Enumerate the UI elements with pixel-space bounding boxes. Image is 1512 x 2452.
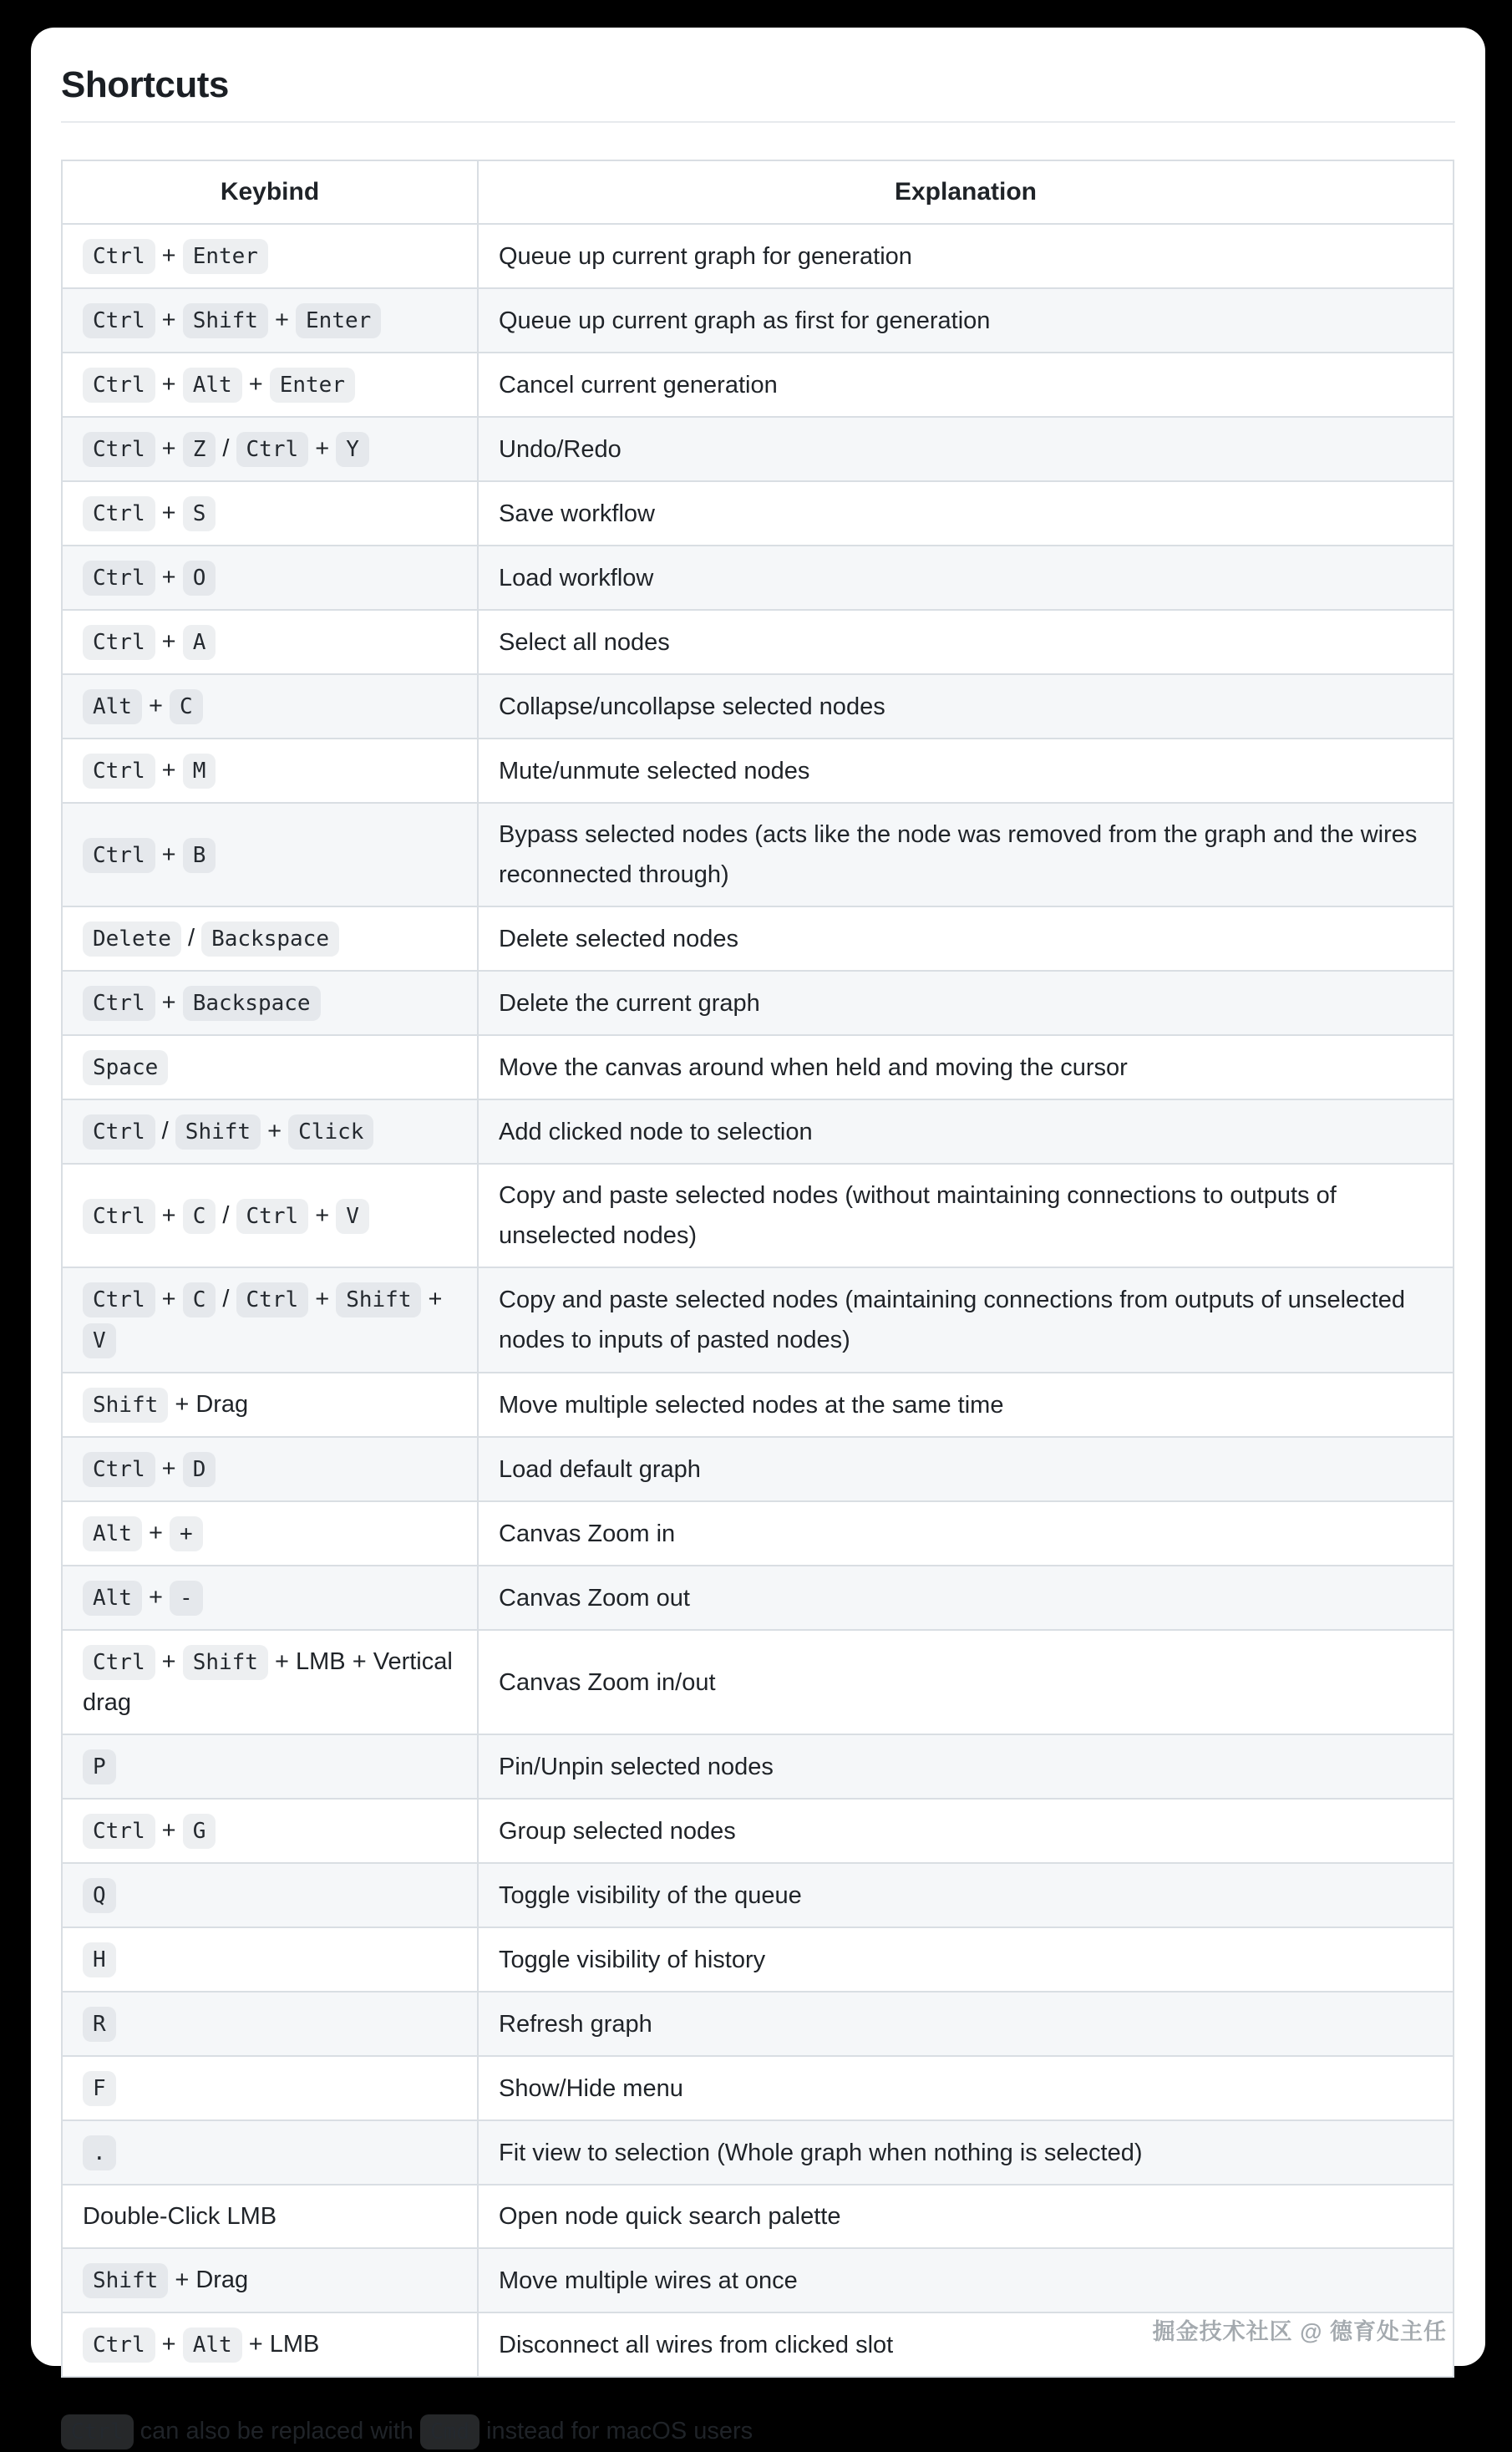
keybind-cell: Ctrl / Shift + Click — [62, 1099, 478, 1164]
key-chip: Ctrl — [83, 986, 155, 1021]
key-chip: Shift — [175, 1114, 261, 1150]
keybind-cell: Ctrl + Enter — [62, 224, 478, 288]
explanation-cell: Load workflow — [478, 546, 1454, 610]
key-chip: Enter — [270, 368, 355, 403]
key-chip: Ctrl — [83, 625, 155, 660]
key-chip: Shift — [83, 2263, 168, 2298]
table-row — [62, 1927, 1454, 1992]
key-chip: Ctrl — [83, 1452, 155, 1487]
keybind-cell — [62, 1035, 478, 1099]
keybind-cell: Ctrl + B — [62, 803, 478, 906]
key-chip: Z — [183, 432, 216, 467]
page-title: Shortcuts — [61, 53, 1455, 123]
explanation-cell: Collapse/uncollapse selected nodes — [478, 674, 1454, 739]
explanation-cell: Save workflow — [478, 481, 1454, 546]
key-chip: Space — [83, 1050, 168, 1085]
shortcuts-card — [31, 28, 1485, 2444]
key-chip: M — [183, 754, 216, 789]
explanation-cell: Copy and paste selected nodes (maintaining connections from outputs of unselected nodes to inputs of pasted nodes) — [478, 1267, 1454, 1373]
keybind-cell: Ctrl + A — [62, 610, 478, 674]
explanation-cell: Cancel current generation — [478, 353, 1454, 417]
keybind-cell: Alt + + — [62, 1501, 478, 1566]
keybind-cell: Shift + Drag — [62, 2248, 478, 2312]
explanation-cell: Fit view to selection (Whole graph when nothing is selected) — [478, 2120, 1454, 2185]
key-chip: C — [183, 1199, 216, 1234]
explanation-cell: Canvas Zoom in — [478, 1501, 1454, 1566]
key-chip: Alt — [183, 2328, 242, 2363]
key-chip: R — [83, 2007, 116, 2042]
table-row — [62, 353, 1454, 417]
explanation-cell: Move multiple selected nodes at the same time — [478, 1373, 1454, 1437]
explanation-cell: Toggle visibility of the queue — [478, 1863, 1454, 1927]
explanation-cell: Delete selected nodes — [478, 906, 1454, 971]
table-header-row — [62, 160, 1454, 224]
key-chip: Enter — [183, 239, 268, 274]
key-chip: P — [83, 1749, 116, 1784]
explanation-cell: Queue up current graph for generation — [478, 224, 1454, 288]
keybind-cell: Ctrl + Alt + Enter — [62, 353, 478, 417]
key-chip: + — [170, 1516, 203, 1551]
key-chip: Ctrl — [83, 368, 155, 403]
table-row — [62, 1630, 1454, 1734]
table-row — [62, 1373, 1454, 1437]
keybind-cell — [62, 1863, 478, 1927]
key-chip: Backspace — [201, 921, 339, 957]
keybind-cell: Ctrl + O — [62, 546, 478, 610]
explanation-cell: Pin/Unpin selected nodes — [478, 1734, 1454, 1799]
keybind-cell: Ctrl + D — [62, 1437, 478, 1501]
explanation-column-header: Explanation — [478, 160, 1454, 224]
keybind-cell — [62, 1927, 478, 1992]
key-chip: Shift — [336, 1282, 421, 1317]
key-chip: O — [183, 561, 216, 596]
explanation-cell: Canvas Zoom in/out — [478, 1630, 1454, 1734]
keybind-column-header: Keybind — [62, 160, 478, 224]
key-chip: Shift — [83, 1388, 168, 1423]
table-row — [62, 1267, 1454, 1373]
key-chip: Ctrl — [83, 1282, 155, 1317]
explanation-cell: Undo/Redo — [478, 417, 1454, 481]
key-chip: Ctrl — [83, 496, 155, 531]
table-row — [62, 803, 1454, 906]
table-row — [62, 1863, 1454, 1927]
keybind-cell: Ctrl + S — [62, 481, 478, 546]
explanation-cell: Move the canvas around when held and moving the cursor — [478, 1035, 1454, 1099]
table-row — [62, 1437, 1454, 1501]
table-row — [62, 1799, 1454, 1863]
explanation-cell: Add clicked node to selection — [478, 1099, 1454, 1164]
explanation-cell: Refresh graph — [478, 1992, 1454, 2056]
key-chip: C — [170, 689, 203, 724]
key-chip: G — [183, 1814, 216, 1849]
key-chip: Ctrl — [83, 838, 155, 873]
table-row — [62, 546, 1454, 610]
key-chip: Ctrl — [83, 1114, 155, 1150]
explanation-cell: Bypass selected nodes (acts like the node was removed from the graph and the wires reconnected through) — [478, 803, 1454, 906]
key-chip: Ctrl — [83, 303, 155, 338]
table-row — [62, 288, 1454, 353]
keybind-cell: Ctrl + Z / Ctrl + Y — [62, 417, 478, 481]
key-chip: V — [336, 1199, 369, 1234]
explanation-cell: Move multiple wires at once — [478, 2248, 1454, 2312]
table-row — [62, 1734, 1454, 1799]
explanation-cell: Copy and paste selected nodes (without maintaining connections to outputs of unselected nodes) — [478, 1164, 1454, 1267]
key-chip: Ctrl — [83, 1199, 155, 1234]
macos-footnote: Ctrl can also be replaced with Cmd instead for macOS users — [61, 2411, 1455, 2452]
key-chip: Shift — [183, 1645, 268, 1680]
key-chip: Ctrl — [83, 432, 155, 467]
keybind-cell — [62, 1992, 478, 2056]
explanation-cell: Canvas Zoom out — [478, 1566, 1454, 1630]
key-chip: Q — [83, 1878, 116, 1913]
keybind-cell: Delete / Backspace — [62, 906, 478, 971]
key-chip: H — [83, 1942, 116, 1977]
key-chip: B — [183, 838, 216, 873]
key-chip: Ctrl — [236, 1199, 309, 1234]
explanation-cell: Load default graph — [478, 1437, 1454, 1501]
keybind-cell: Ctrl + C / Ctrl + V — [62, 1164, 478, 1267]
keybind-cell — [62, 2120, 478, 2185]
keybind-cell: Ctrl + Shift + Enter — [62, 288, 478, 353]
table-row — [62, 2248, 1454, 2312]
key-chip: Ctrl — [61, 2414, 134, 2449]
explanation-cell: Disconnect all wires from clicked slot — [478, 2312, 1454, 2377]
key-chip: Ctrl — [83, 1814, 155, 1849]
keybind-cell — [62, 2056, 478, 2120]
key-chip: Backspace — [183, 986, 321, 1021]
key-chip: F — [83, 2071, 116, 2106]
key-chip: Shift — [183, 303, 268, 338]
keybind-cell: Ctrl + Backspace — [62, 971, 478, 1035]
keybind-cell — [62, 1734, 478, 1799]
key-chip: S — [183, 496, 216, 531]
keybind-cell: Shift + Drag — [62, 1373, 478, 1437]
keybind-cell: Ctrl + M — [62, 739, 478, 803]
explanation-cell: Queue up current graph as first for generation — [478, 288, 1454, 353]
table-row — [62, 2056, 1454, 2120]
table-row — [62, 417, 1454, 481]
key-chip: Alt — [83, 689, 142, 724]
key-chip: Ctrl — [83, 754, 155, 789]
key-chip: Ctrl — [83, 239, 155, 274]
table-row — [62, 1099, 1454, 1164]
key-chip: Alt — [83, 1516, 142, 1551]
keybind-cell: Ctrl + C / Ctrl + Shift + V — [62, 1267, 478, 1373]
key-chip: Ctrl — [83, 561, 155, 596]
explanation-cell: Show/Hide menu — [478, 2056, 1454, 2120]
key-chip: Ctrl — [236, 432, 309, 467]
table-row — [62, 2185, 1454, 2248]
key-chip: . — [83, 2135, 116, 2170]
keybind-cell: Alt + - — [62, 1566, 478, 1630]
key-chip: C — [183, 1282, 216, 1317]
key-chip: A — [183, 625, 216, 660]
key-chip: V — [83, 1323, 116, 1358]
table-row — [62, 674, 1454, 739]
table-row — [62, 971, 1454, 1035]
key-chip: D — [183, 1452, 216, 1487]
key-chip: Y — [336, 432, 369, 467]
table-row — [62, 739, 1454, 803]
table-row — [62, 481, 1454, 546]
table-row — [62, 2120, 1454, 2185]
keybind-cell: Double-Click LMB — [62, 2185, 478, 2248]
table-row — [62, 906, 1454, 971]
key-chip: Enter — [296, 303, 381, 338]
explanation-cell: Select all nodes — [478, 610, 1454, 674]
keybind-cell: Ctrl + G — [62, 1799, 478, 1863]
key-chip: Alt — [183, 368, 242, 403]
table-row — [62, 1501, 1454, 1566]
table-row — [62, 224, 1454, 288]
keybind-cell: Ctrl + Alt + LMB — [62, 2312, 478, 2377]
key-chip: Ctrl — [236, 1282, 309, 1317]
keybind-cell: Ctrl + Shift + LMB + Vertical drag — [62, 1630, 478, 1734]
keybind-cell: Alt + C — [62, 674, 478, 739]
table-row — [62, 1992, 1454, 2056]
key-chip: - — [170, 1581, 203, 1616]
table-row — [62, 610, 1454, 674]
explanation-cell: Toggle visibility of history — [478, 1927, 1454, 1992]
explanation-cell: Open node quick search palette — [478, 2185, 1454, 2248]
explanation-cell: Mute/unmute selected nodes — [478, 739, 1454, 803]
key-chip: Ctrl — [83, 2328, 155, 2363]
key-chip: Click — [288, 1114, 373, 1150]
watermark: 掘金技术社区 @ 德育处主任 — [1152, 2319, 1447, 2344]
explanation-cell: Delete the current graph — [478, 971, 1454, 1035]
key-chip: Alt — [83, 1581, 142, 1616]
table-row — [62, 1035, 1454, 1099]
table-row — [62, 1164, 1454, 1267]
key-chip: Delete — [83, 921, 181, 957]
explanation-cell: Group selected nodes — [478, 1799, 1454, 1863]
key-chip: Ctrl — [83, 1645, 155, 1680]
key-chip: Cmd — [420, 2414, 479, 2449]
table-row — [62, 1566, 1454, 1630]
shortcuts-table — [61, 160, 1454, 2378]
